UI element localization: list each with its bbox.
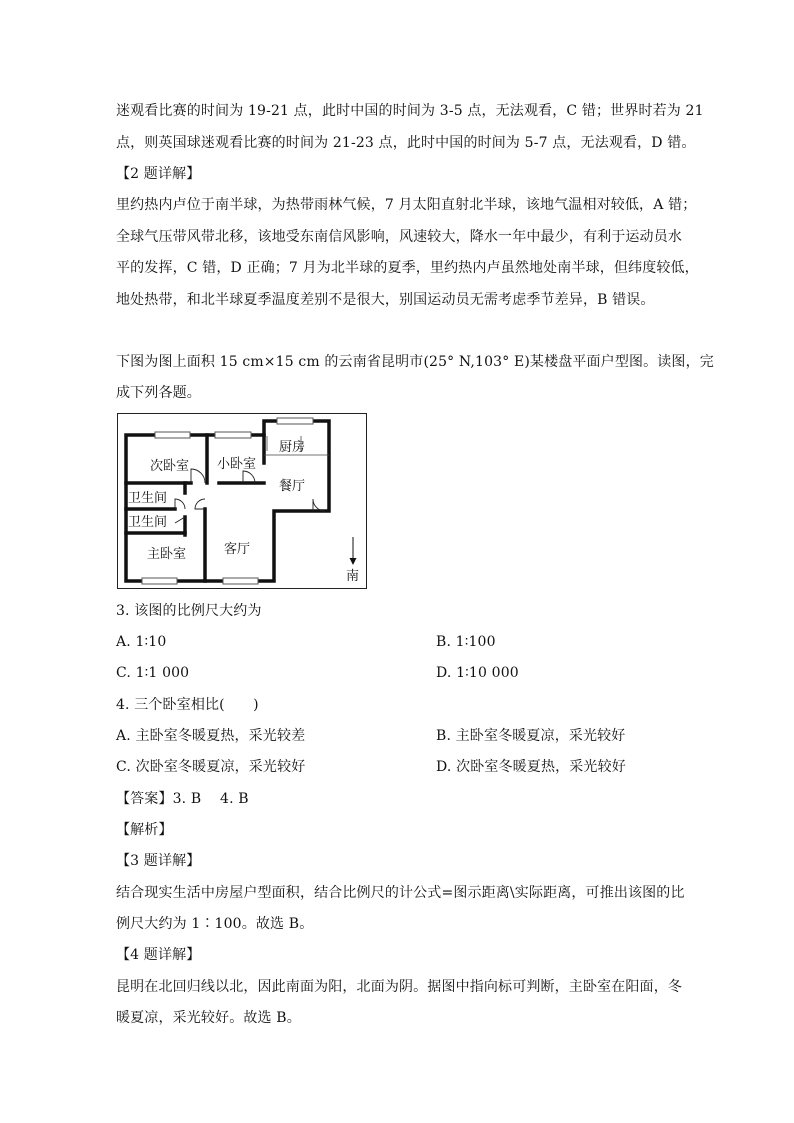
question3-option-a: A. 1∶10: [116, 634, 167, 650]
room-label-dining: 餐厅: [279, 479, 306, 494]
paragraph-line: 全球气压带风带北移，该地受东南信风影响，风速较大，降水一年中最少，有利于运动员水: [116, 229, 682, 245]
answer-line: 【答案】3. B 4. B: [116, 791, 249, 807]
room-label-kitchen: 厨房: [279, 440, 306, 455]
question4-stem: 4. 三个卧室相比( ): [116, 697, 259, 713]
section-heading: 【3 题详解】: [116, 853, 201, 869]
paragraph-line: 例尺大约为 1∶100。故选 B。: [116, 916, 314, 932]
room-label-bathroom-2: 卫生间: [128, 515, 168, 530]
room-label-small-bedroom: 小卧室: [217, 457, 257, 472]
paragraph-line: 点，则英国球迷观看比赛的时间为 21-23 点，此时中国的时间为 5-7 点，无法观看，D 错。: [116, 135, 696, 151]
room-label-bathroom-1: 卫生间: [128, 491, 168, 506]
question3-option-d: D. 1∶10 000: [436, 665, 519, 681]
room-label-second-bedroom: 次卧室: [150, 459, 190, 474]
question4-option-a: A. 主卧室冬暖夏热，采光较差: [116, 728, 306, 744]
intro-line: 下图为图上面积 15 cm×15 cm 的云南省昆明市(25° N,103° E)某楼盘平面户型图。读图，完: [116, 354, 714, 370]
question3-option-c: C. 1∶1 000: [116, 665, 190, 681]
section-heading: 【4 题详解】: [116, 947, 201, 963]
question4-option-d: D. 次卧室冬暖夏热，采光较好: [436, 759, 626, 775]
section-heading: 【2 题详解】: [116, 166, 201, 182]
question4-option-b: B. 主卧室冬暖夏凉，采光较好: [436, 728, 626, 744]
paragraph-line: 暖夏凉，采光较好。故选 B。: [116, 1010, 301, 1026]
paragraph-line: 迷观看比赛的时间为 19-21 点，此时中国的时间为 3-5 点，无法观看，C 错；世界时若为 21: [116, 103, 704, 119]
floor-plan-svg: [117, 413, 367, 589]
paragraph-line: 地处热带，和北半球夏季温度差别不是很大，别国运动员无需考虑季节差异，B 错误。: [116, 292, 655, 308]
room-label-living-room: 客厅: [224, 542, 251, 557]
paragraph-line: 里约热内卢位于南半球，为热带雨林气候，7 月太阳直射北半球，该地气温相对较低，A 错；: [116, 197, 697, 213]
intro-line: 成下列各题。: [116, 385, 201, 401]
compass-label: 南: [346, 569, 360, 584]
question4-option-c: C. 次卧室冬暖夏凉，采光较好: [116, 759, 306, 775]
floor-plan-figure: [117, 413, 367, 589]
analysis-heading: 【解析】: [116, 822, 173, 838]
paragraph-line: 平的发挥，C 错，D 正确；7 月为北半球的夏季，里约热内卢虽然地处南半球，但纬度较低，: [116, 260, 699, 276]
question3-option-b: B. 1∶100: [436, 634, 496, 650]
paragraph-line: 昆明在北回归线以北，因此南面为阳，北面为阴。据图中指向标可判断，主卧室在阳面，冬: [116, 979, 682, 995]
paragraph-line: 结合现实生活中房屋户型面积，结合比例尺的计公式=图示距离\实际距离，可推出该图的比: [116, 885, 685, 901]
room-label-master-bedroom: 主卧室: [147, 547, 187, 562]
question3-stem: 3. 该图的比例尺大约为: [116, 603, 262, 619]
